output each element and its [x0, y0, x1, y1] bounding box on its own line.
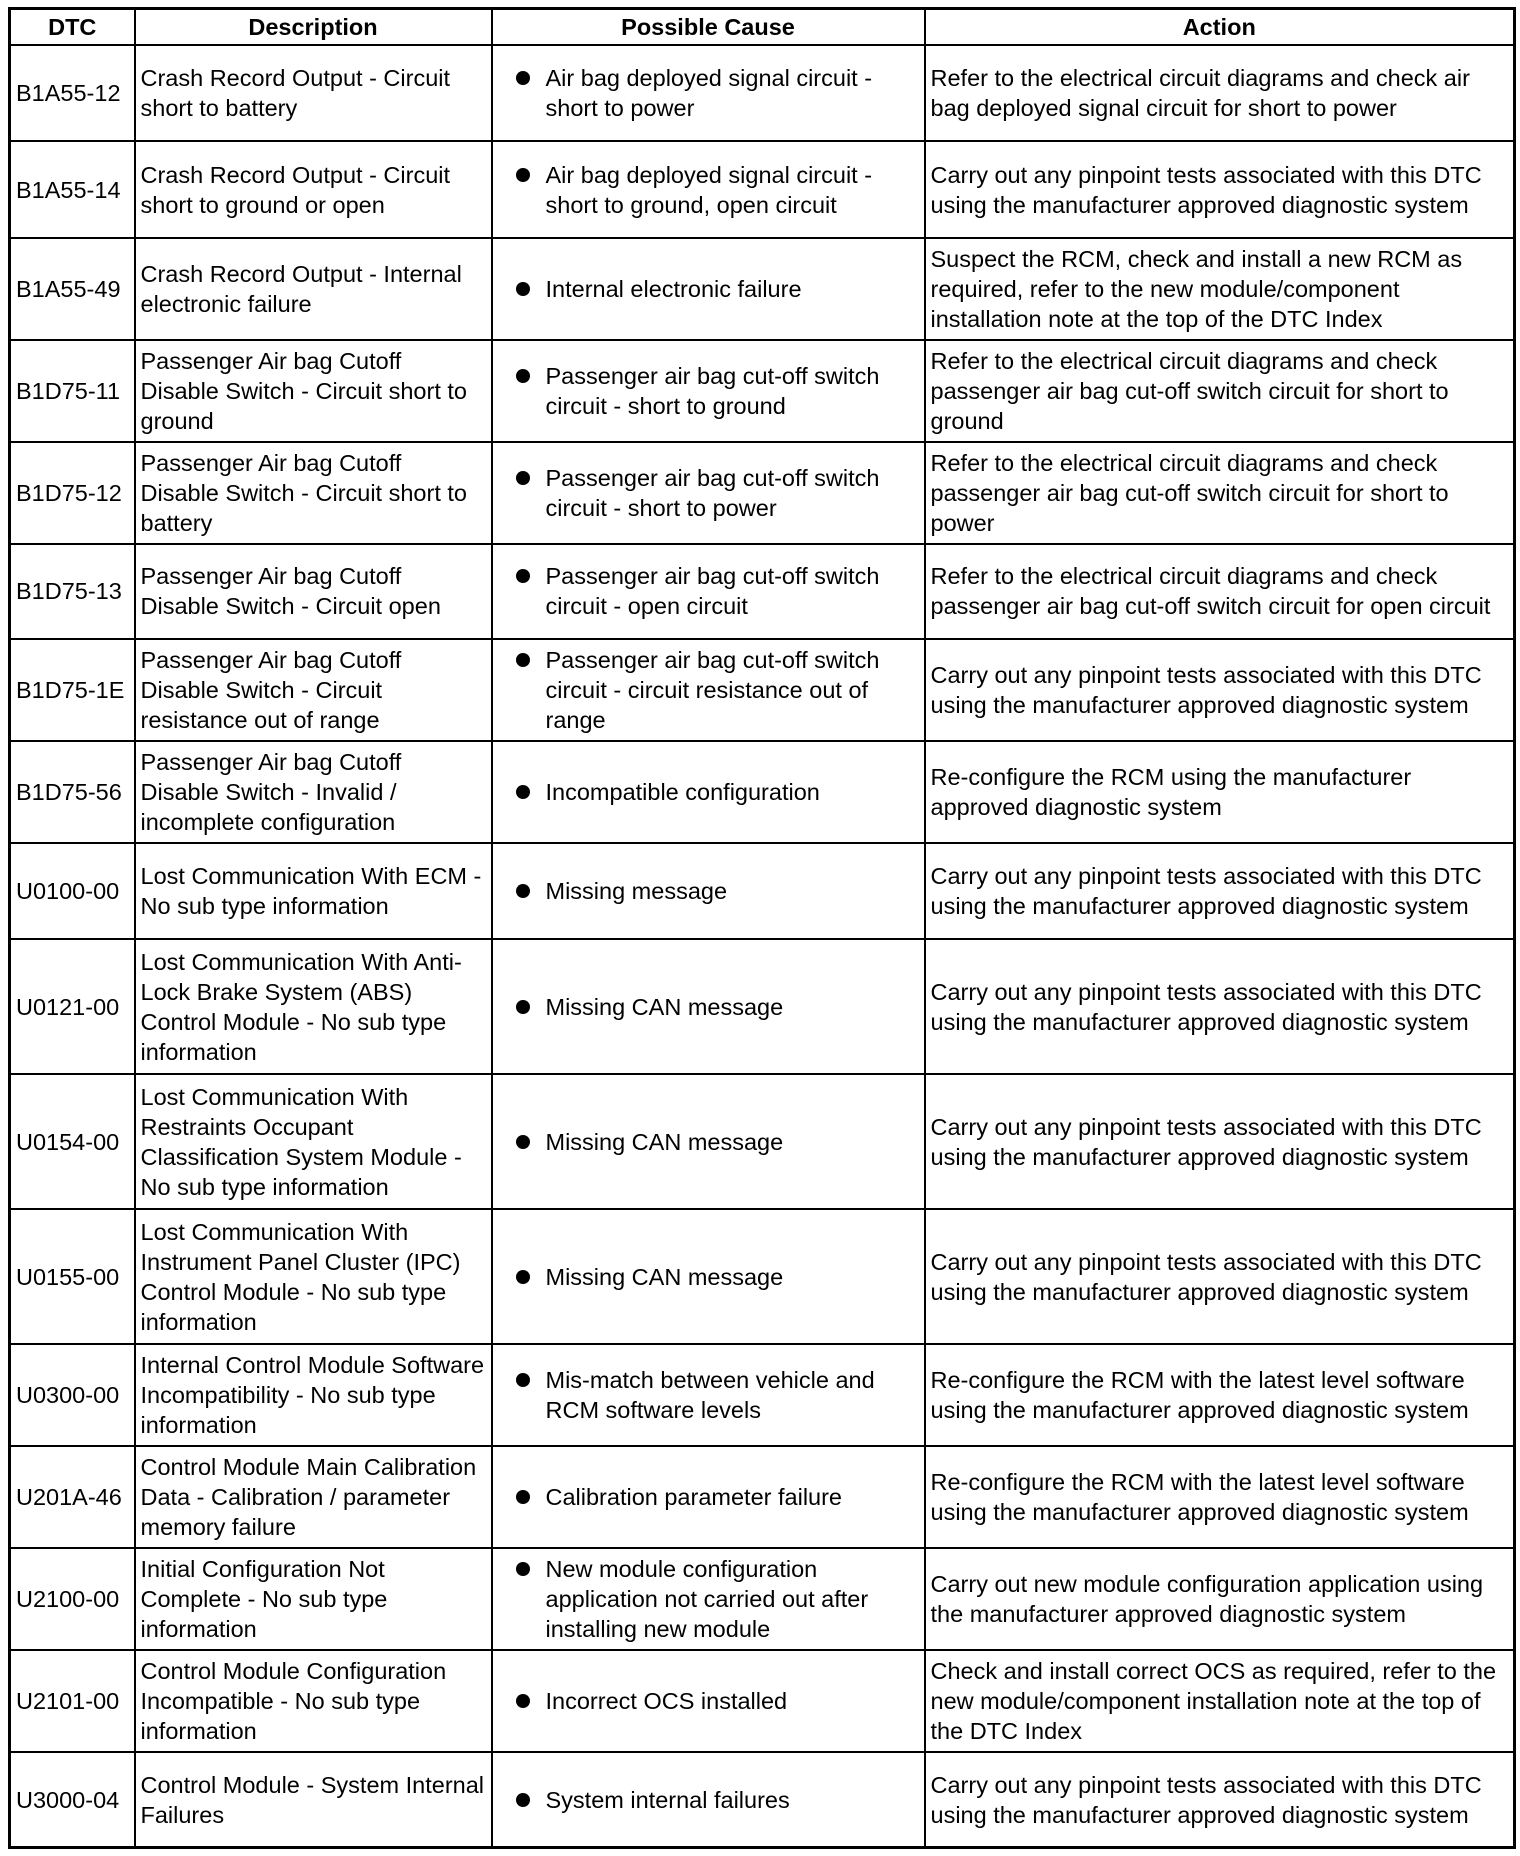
action-cell: Re-configure the RCM with the latest level software using the manufacturer approved diagnostic system: [925, 1446, 1515, 1548]
cause-list-item: [493, 645, 919, 735]
dtc-code-cell: U0100-00: [10, 843, 135, 939]
header-possible-cause: Possible Cause: [492, 9, 925, 46]
description-cell: Initial Configuration Not Complete - No sub type information: [135, 1548, 492, 1650]
table-row: [10, 639, 1515, 741]
cause-text: Passenger air bag cut-off switch circuit - short to power: [545, 464, 880, 521]
action-cell: Carry out any pinpoint tests associated with this DTC using the manufacturer approved diagnostic system: [925, 639, 1515, 741]
cause-list-item: [493, 1686, 919, 1716]
action-cell: Carry out any pinpoint tests associated with this DTC using the manufacturer approved diagnostic system: [925, 141, 1515, 237]
cause-list-item: [493, 561, 919, 621]
possible-cause-cell: [492, 45, 925, 141]
possible-cause-cell: [492, 238, 925, 340]
description-cell: Internal Control Module Software Incompatibility - No sub type information: [135, 1344, 492, 1446]
description-cell: Crash Record Output - Circuit short to battery: [135, 45, 492, 141]
description-cell: Lost Communication With ECM - No sub type information: [135, 843, 492, 939]
action-cell: Refer to the electrical circuit diagrams and check passenger air bag cut-off switch circuit for open circuit: [925, 544, 1515, 639]
table-row: [10, 544, 1515, 639]
bullet-icon: [516, 1000, 530, 1014]
dtc-code-cell: B1D75-11: [10, 340, 135, 442]
cause-text: Passenger air bag cut-off switch circuit - circuit resistance out of range: [545, 646, 880, 733]
possible-cause-cell: [492, 1650, 925, 1752]
cause-text: Passenger air bag cut-off switch circuit - short to ground: [545, 362, 880, 419]
cause-list-item: [493, 876, 919, 906]
description-cell: Passenger Air bag Cutoff Disable Switch - Invalid / incomplete configuration: [135, 741, 492, 843]
table-row: [10, 45, 1515, 141]
cause-list-item: [493, 1127, 919, 1157]
cause-list-item: [493, 1785, 919, 1815]
cause-text: Missing CAN message: [545, 1128, 784, 1155]
description-cell: Crash Record Output - Circuit short to ground or open: [135, 141, 492, 237]
cause-text: Incompatible configuration: [545, 778, 820, 805]
bullet-icon: [516, 369, 530, 383]
dtc-code-cell: B1D75-56: [10, 741, 135, 843]
action-cell: Carry out any pinpoint tests associated with this DTC using the manufacturer approved diagnostic system: [925, 939, 1515, 1074]
cause-list-item: [493, 274, 919, 304]
table-row: [10, 741, 1515, 843]
cause-text: New module configuration application not carried out after installing new module: [545, 1556, 869, 1643]
description-cell: Control Module - System Internal Failures: [135, 1752, 492, 1847]
bullet-icon: [516, 884, 530, 898]
cause-text: Passenger air bag cut-off switch circuit - open circuit: [545, 563, 880, 620]
description-cell: Lost Communication With Anti-Lock Brake System (ABS) Control Module - No sub type information: [135, 939, 492, 1074]
bullet-icon: [516, 1373, 530, 1387]
action-cell: Carry out new module configuration application using the manufacturer approved diagnostic system: [925, 1548, 1515, 1650]
possible-cause-cell: [492, 1209, 925, 1344]
cause-list-item: [493, 1554, 919, 1644]
action-cell: Carry out any pinpoint tests associated with this DTC using the manufacturer approved diagnostic system: [925, 843, 1515, 939]
action-cell: Carry out any pinpoint tests associated with this DTC using the manufacturer approved diagnostic system: [925, 1074, 1515, 1209]
bullet-icon: [516, 168, 530, 182]
possible-cause-cell: [492, 1344, 925, 1446]
table-row: [10, 1209, 1515, 1344]
bullet-icon: [516, 1270, 530, 1284]
table-row: [10, 141, 1515, 237]
description-cell: Passenger Air bag Cutoff Disable Switch - Circuit open: [135, 544, 492, 639]
header-action: Action: [925, 9, 1515, 46]
dtc-code-cell: U201A-46: [10, 1446, 135, 1548]
possible-cause-cell: [492, 1074, 925, 1209]
possible-cause-cell: [492, 340, 925, 442]
header-row: [10, 9, 1515, 46]
cause-text: Incorrect OCS installed: [545, 1688, 788, 1715]
dtc-code-cell: U3000-04: [10, 1752, 135, 1847]
header-description: Description: [135, 9, 492, 46]
cause-text: Missing CAN message: [545, 1263, 784, 1290]
bullet-icon: [516, 1562, 530, 1576]
action-cell: Suspect the RCM, check and install a new RCM as required, refer to the new module/component installation note at the top of the DTC Index: [925, 238, 1515, 340]
table-row: [10, 1344, 1515, 1446]
table-header: [10, 9, 1515, 46]
table-row: [10, 1446, 1515, 1548]
dtc-table: [8, 7, 1516, 1849]
cause-list-item: [493, 361, 919, 421]
dtc-code-cell: B1D75-12: [10, 442, 135, 544]
dtc-code-cell: U0300-00: [10, 1344, 135, 1446]
table-row: [10, 843, 1515, 939]
cause-text: Air bag deployed signal circuit - short to ground, open circuit: [545, 161, 873, 218]
possible-cause-cell: [492, 939, 925, 1074]
cause-text: Internal electronic failure: [545, 275, 802, 302]
dtc-code-cell: B1A55-49: [10, 238, 135, 340]
bullet-icon: [516, 282, 530, 296]
description-cell: Lost Communication With Instrument Panel Cluster (IPC) Control Module - No sub type information: [135, 1209, 492, 1344]
dtc-code-cell: B1A55-12: [10, 45, 135, 141]
table-body: [10, 45, 1515, 1848]
possible-cause-cell: [492, 741, 925, 843]
description-cell: Passenger Air bag Cutoff Disable Switch - Circuit short to ground: [135, 340, 492, 442]
dtc-code-cell: U0121-00: [10, 939, 135, 1074]
bullet-icon: [516, 471, 530, 485]
description-cell: Crash Record Output - Internal electronic failure: [135, 238, 492, 340]
dtc-code-cell: B1D75-1E: [10, 639, 135, 741]
action-cell: Carry out any pinpoint tests associated with this DTC using the manufacturer approved diagnostic system: [925, 1209, 1515, 1344]
cause-text: Missing message: [545, 877, 728, 904]
dtc-code-cell: U0154-00: [10, 1074, 135, 1209]
description-cell: Passenger Air bag Cutoff Disable Switch - Circuit resistance out of range: [135, 639, 492, 741]
possible-cause-cell: [492, 544, 925, 639]
dtc-code-cell: U0155-00: [10, 1209, 135, 1344]
cause-list-item: [493, 1482, 919, 1512]
action-cell: Re-configure the RCM with the latest level software using the manufacturer approved diagnostic system: [925, 1344, 1515, 1446]
header-dtc: DTC: [10, 9, 135, 46]
action-cell: Refer to the electrical circuit diagrams and check passenger air bag cut-off switch circuit for short to ground: [925, 340, 1515, 442]
bullet-icon: [516, 653, 530, 667]
possible-cause-cell: [492, 843, 925, 939]
cause-list-item: [493, 777, 919, 807]
bullet-icon: [516, 1694, 530, 1708]
table-row: [10, 1074, 1515, 1209]
bullet-icon: [516, 1135, 530, 1149]
action-cell: Refer to the electrical circuit diagrams and check air bag deployed signal circuit for short to power: [925, 45, 1515, 141]
table-row: [10, 238, 1515, 340]
cause-list-item: [493, 463, 919, 523]
possible-cause-cell: [492, 1548, 925, 1650]
dtc-code-cell: B1A55-14: [10, 141, 135, 237]
possible-cause-cell: [492, 1446, 925, 1548]
action-cell: Check and install correct OCS as required, refer to the new module/component installation note at the top of the DTC Index: [925, 1650, 1515, 1752]
cause-text: Air bag deployed signal circuit - short to power: [545, 65, 873, 122]
action-cell: Refer to the electrical circuit diagrams and check passenger air bag cut-off switch circuit for short to power: [925, 442, 1515, 544]
table-row: [10, 340, 1515, 442]
cause-text: System internal failures: [545, 1786, 790, 1813]
cause-list-item: [493, 992, 919, 1022]
table-row: [10, 939, 1515, 1074]
table-row: [10, 1650, 1515, 1752]
action-cell: Re-configure the RCM using the manufacturer approved diagnostic system: [925, 741, 1515, 843]
cause-list-item: [493, 1262, 919, 1292]
bullet-icon: [516, 1793, 530, 1807]
cause-text: Mis-match between vehicle and RCM software levels: [545, 1367, 875, 1424]
table-row: [10, 442, 1515, 544]
cause-list-item: [493, 1365, 919, 1425]
description-cell: Control Module Main Calibration Data - Calibration / parameter memory failure: [135, 1446, 492, 1548]
table-row: [10, 1752, 1515, 1847]
bullet-icon: [516, 71, 530, 85]
dtc-code-cell: U2100-00: [10, 1548, 135, 1650]
cause-text: Missing CAN message: [545, 993, 784, 1020]
bullet-icon: [516, 569, 530, 583]
possible-cause-cell: [492, 141, 925, 237]
description-cell: Passenger Air bag Cutoff Disable Switch - Circuit short to battery: [135, 442, 492, 544]
possible-cause-cell: [492, 1752, 925, 1847]
cause-list-item: [493, 63, 919, 123]
cause-list-item: [493, 160, 919, 220]
possible-cause-cell: [492, 442, 925, 544]
dtc-code-cell: U2101-00: [10, 1650, 135, 1752]
bullet-icon: [516, 785, 530, 799]
dtc-code-cell: B1D75-13: [10, 544, 135, 639]
description-cell: Lost Communication With Restraints Occupant Classification System Module - No sub type information: [135, 1074, 492, 1209]
possible-cause-cell: [492, 639, 925, 741]
description-cell: Control Module Configuration Incompatible - No sub type information: [135, 1650, 492, 1752]
bullet-icon: [516, 1490, 530, 1504]
cause-text: Calibration parameter failure: [545, 1484, 843, 1511]
table-row: [10, 1548, 1515, 1650]
action-cell: Carry out any pinpoint tests associated with this DTC using the manufacturer approved diagnostic system: [925, 1752, 1515, 1847]
